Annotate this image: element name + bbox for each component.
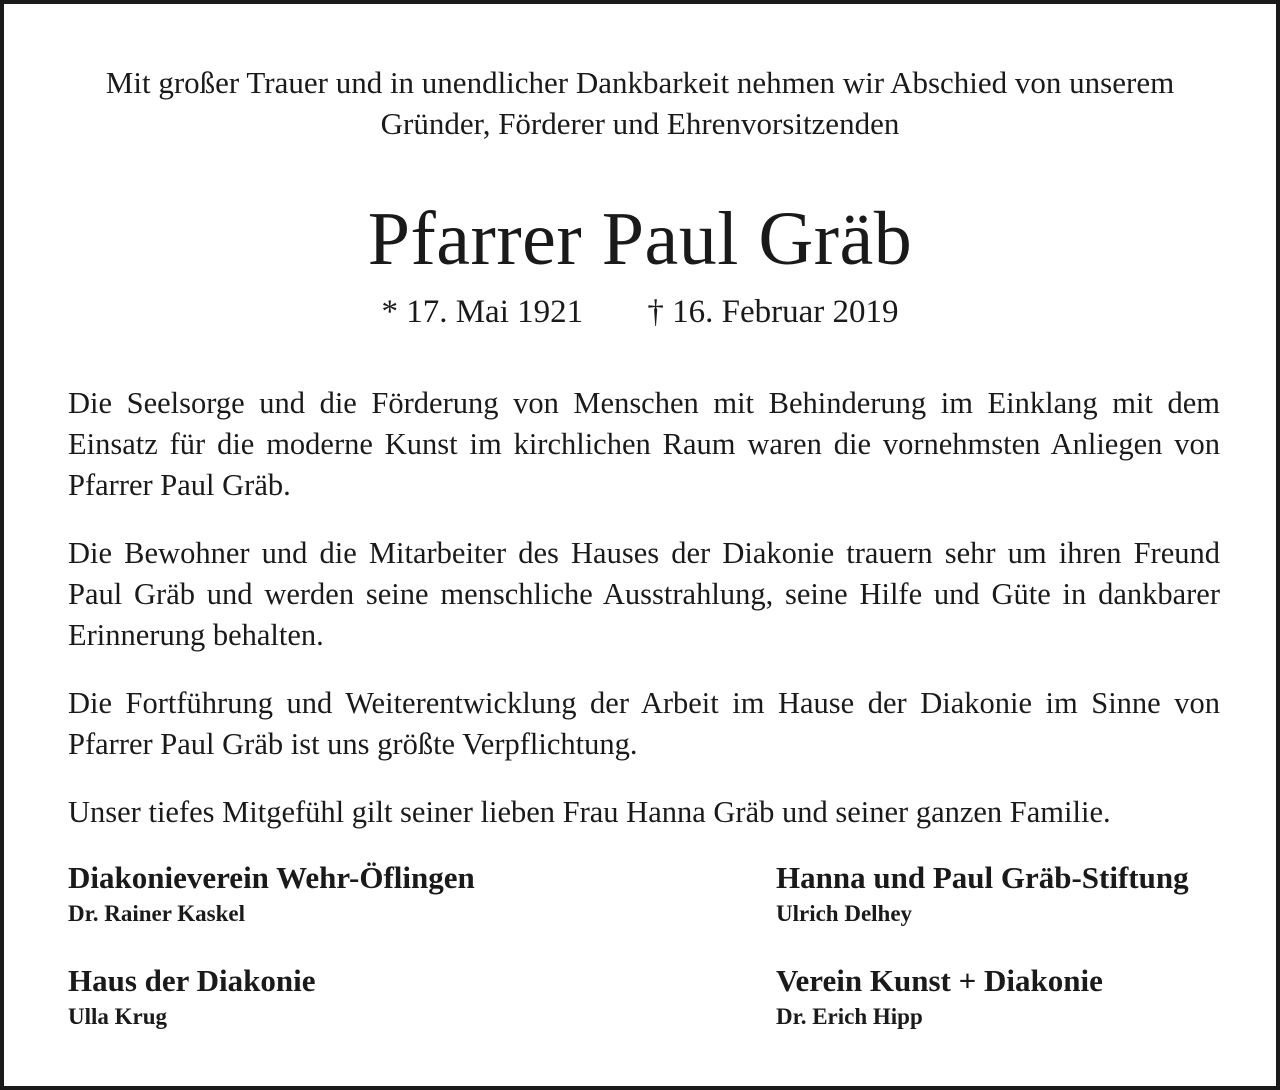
- intro-text: [44, 62, 1236, 144]
- death-date: † 16. Februar 2019: [647, 294, 899, 330]
- paragraph: Die Seelsorge und die Förderung von Menschen mit Behinderung im Einklang mit dem Einsatz für die moderne Kunst im kirchlichen Raum waren die vornehmsten Anliegen von Pfarrer Paul Gräb.: [68, 386, 1220, 502]
- deceased-name: Pfarrer Paul Gräb: [367, 197, 913, 281]
- life-dates: [4, 290, 1276, 334]
- paragraph: Unser tiefes Mitgefühl gilt seiner lieben Frau Hanna Gräb und seiner ganzen Familie.: [68, 795, 1111, 829]
- signatory-person: Dr. Erich Hipp: [776, 1004, 923, 1029]
- signatory-organization: Verein Kunst + Diakonie: [776, 963, 1103, 998]
- signatory-organization: Diakonieverein Wehr-Öflingen: [68, 860, 475, 895]
- paragraph: Die Bewohner und die Mitarbeiter des Hauses der Diakonie trauern sehr um ihren Freund Paul Gräb und werden seine menschliche Ausstrahlung, seine Hilfe und Güte in dankbarer Erinnerung behalten.: [68, 536, 1220, 652]
- signatory: [776, 962, 1103, 1032]
- paragraph: Die Fortführung und Weiterentwicklung der Arbeit im Hause der Diakonie im Sinne von Pfarrer Paul Gräb ist uns größte Verpflichtung.: [68, 686, 1220, 761]
- signatory-person: Ulrich Delhey: [776, 901, 913, 926]
- intro-line-2: Gründer, Förderer und Ehrenvorsitzenden: [380, 106, 900, 141]
- signatory: [68, 859, 475, 929]
- signatory-person: Ulla Krug: [68, 1004, 168, 1029]
- signatory-organization: Hanna und Paul Gräb-Stiftung: [776, 860, 1189, 895]
- birth-date: * 17. Mai 1921: [381, 294, 584, 330]
- signatory: [776, 859, 1189, 929]
- body-text: [68, 383, 1220, 860]
- signatory-organization: Haus der Diakonie: [68, 963, 316, 998]
- signatory: [68, 962, 315, 1032]
- intro-line-1: Mit großer Trauer und in unendlicher Dankbarkeit nehmen wir Abschied von unserem: [105, 65, 1175, 100]
- signatory-person: Dr. Rainer Kaskel: [68, 901, 245, 926]
